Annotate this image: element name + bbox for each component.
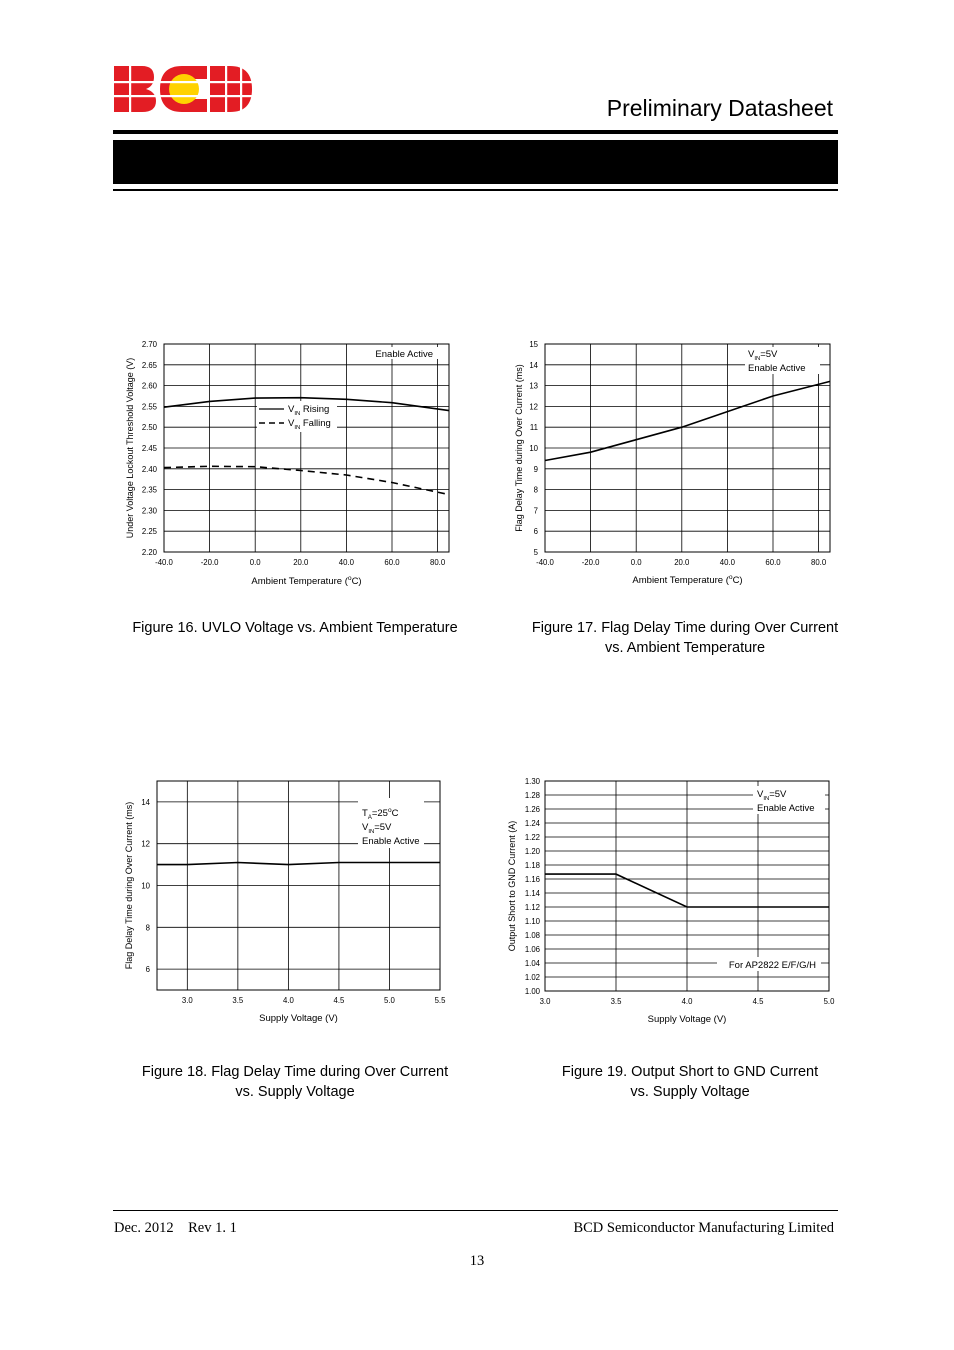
y-tick-label: 8 <box>533 485 538 495</box>
y-axis-label: Flag Delay Time during Over Current (ms) <box>514 364 524 532</box>
x-tick-label: 40.0 <box>719 558 735 567</box>
caption-line: vs. Supply Voltage <box>630 1084 750 1100</box>
y-tick-label: 2.50 <box>141 423 157 433</box>
series-line-1 <box>157 863 440 865</box>
y-tick-label: 1.14 <box>524 889 540 898</box>
y-tick-label: 9 <box>533 464 538 474</box>
x-tick-label: 5.0 <box>823 997 835 1006</box>
y-tick-label: 1.00 <box>524 987 540 996</box>
y-tick-label: 1.16 <box>524 875 540 884</box>
y-tick-label: 1.20 <box>524 847 540 856</box>
x-tick-label: -20.0 <box>200 558 219 567</box>
x-tick-label: -20.0 <box>581 558 600 567</box>
series-line-2 <box>164 466 449 494</box>
annotation-vin: $V_{IN}=5V$ <box>757 789 787 802</box>
y-tick-label: 2.55 <box>141 402 157 412</box>
y-tick-label: 1.22 <box>524 833 540 842</box>
title-bar <box>113 140 838 184</box>
footer-company: BCD Semiconductor Manufacturing Limited <box>573 1220 834 1236</box>
grid <box>164 344 449 552</box>
annotation-vin: $V_{IN}=5V$ <box>362 822 392 835</box>
x-tick-label: 4.0 <box>681 997 693 1006</box>
bcd-logo <box>112 64 254 114</box>
x-tick-label: 4.5 <box>333 996 345 1005</box>
y-tick-label: 5 <box>533 548 538 557</box>
y-tick-label: 1.12 <box>524 903 540 912</box>
annotation-enable-active: Enable Active <box>375 349 433 360</box>
y-tick-label: 1.28 <box>524 791 540 800</box>
x-tick-label: -40.0 <box>155 558 173 567</box>
caption-figure-19 <box>530 1062 850 1102</box>
caption-line: Figure 17. Flag Delay Time during Over Current <box>531 620 839 636</box>
y-tick-label: 8 <box>145 923 150 933</box>
x-axis-label: Ambient Temperature ($^o$C) <box>251 575 362 587</box>
x-tick-label: 20.0 <box>293 558 309 567</box>
annotation-enable-active: Enable Active <box>362 836 420 847</box>
x-tick-label: 20.0 <box>674 558 690 567</box>
x-tick-label: 4.5 <box>752 997 764 1006</box>
y-tick-label: 13 <box>529 381 538 391</box>
y-tick-label: 2.60 <box>141 381 157 391</box>
y-axis-label: Under Voltage Lockout Threshold Voltage (V) <box>125 357 135 539</box>
y-tick-label: 2.45 <box>141 444 157 453</box>
y-tick-label: 1.18 <box>524 861 540 870</box>
x-tick-label: 3.0 <box>181 996 193 1005</box>
legend-label-rising: $V_{IN}$ Rising <box>288 404 330 417</box>
x-axis-label: Supply Voltage (V) <box>259 1013 338 1024</box>
x-tick-label: -40.0 <box>536 558 554 567</box>
y-tick-label: 11 <box>529 423 538 433</box>
grid <box>545 344 830 552</box>
y-tick-label: 6 <box>533 527 538 537</box>
x-tick-label: 3.5 <box>610 997 622 1006</box>
y-tick-label: 2.70 <box>141 340 157 349</box>
x-tick-label: 5.0 <box>384 996 395 1005</box>
page-number: 13 <box>469 1253 485 1269</box>
y-axis-label: Output Short to GND Current (A) <box>507 820 517 952</box>
y-tick-label: 10 <box>141 881 150 891</box>
footer-rule <box>113 1210 838 1211</box>
annotation-vin: $V_{IN}=5V$ <box>748 349 778 362</box>
header-rule-bottom <box>113 189 838 191</box>
caption-line: Figure 18. Flag Delay Time during Over Current <box>141 1064 449 1080</box>
annotation-enable-active: Enable Active <box>757 803 815 814</box>
y-tick-label: 1.06 <box>524 945 540 954</box>
y-axis-label: Flag Delay Time during Over Current (ms) <box>124 801 134 970</box>
x-tick-label: 0.0 <box>630 558 642 567</box>
x-axis-label: Ambient Temperature ($^o$C) <box>632 574 743 586</box>
y-tick-label: 2.25 <box>141 527 157 537</box>
y-tick-label: 2.40 <box>141 464 157 474</box>
x-tick-label: 4.0 <box>282 996 294 1005</box>
annotation-part-number: For AP2822 E/F/G/H <box>728 960 816 971</box>
x-tick-label: 40.0 <box>338 558 354 567</box>
caption-line: Figure 16. UVLO Voltage vs. Ambient Temperature <box>132 620 458 636</box>
caption-figure-18 <box>130 1062 460 1102</box>
caption-line: vs. Ambient Temperature <box>604 640 766 656</box>
y-tick-label: 7 <box>533 506 538 516</box>
header-rule-top <box>113 130 838 134</box>
y-tick-label: 2.65 <box>141 360 157 370</box>
chart-short-current-vs-supply <box>500 770 840 1025</box>
x-tick-label: 60.0 <box>765 558 781 567</box>
y-tick-label: 15 <box>529 340 538 349</box>
y-tick-label: 10 <box>529 444 538 453</box>
y-tick-label: 1.02 <box>524 973 540 982</box>
x-axis-label: Supply Voltage (V) <box>647 1014 727 1025</box>
y-tick-label: 14 <box>529 360 538 370</box>
chart-flag-delay-vs-supply <box>115 770 455 1022</box>
y-tick-label: 1.04 <box>524 959 540 968</box>
y-tick-label: 2.35 <box>141 485 157 495</box>
y-tick-label: 12 <box>529 402 538 412</box>
x-tick-label: 0.0 <box>249 558 261 567</box>
x-tick-label: 80.0 <box>430 558 446 567</box>
y-tick-label: 1.24 <box>524 819 540 828</box>
footer-date-revision: Dec. 2012 Rev 1. 1 <box>114 1220 237 1236</box>
y-tick-label: 1.08 <box>524 931 540 940</box>
annotation-ta: $T_A=25^oC$ <box>362 807 399 821</box>
y-tick-label: 1.10 <box>524 917 540 926</box>
y-tick-label: 1.26 <box>524 805 540 814</box>
chart-flag-delay-vs-temperature <box>505 333 840 591</box>
x-tick-label: 5.5 <box>434 996 446 1005</box>
caption-figure-16 <box>115 618 475 638</box>
y-tick-label: 6 <box>145 965 150 975</box>
legend-label-falling: $V_{IN}$ Falling <box>288 418 331 431</box>
annotation-enable-active: Enable Active <box>748 363 806 374</box>
y-tick-label: 2.20 <box>141 548 157 557</box>
y-tick-label: 14 <box>141 797 150 807</box>
caption-figure-17 <box>520 618 850 658</box>
x-tick-label: 80.0 <box>811 558 827 567</box>
y-tick-label: 12 <box>141 839 150 849</box>
x-tick-label: 60.0 <box>384 558 400 567</box>
y-tick-label: 2.30 <box>141 506 157 516</box>
caption-line: Figure 19. Output Short to GND Current <box>561 1064 819 1080</box>
document-type-label: Preliminary Datasheet <box>606 95 833 121</box>
series-line-1 <box>545 381 830 460</box>
y-tick-label: 1.30 <box>524 777 540 786</box>
x-tick-label: 3.5 <box>232 996 244 1005</box>
x-tick-label: 3.0 <box>539 997 551 1006</box>
chart-uvlo-vs-temperature <box>115 333 465 591</box>
caption-line: vs. Supply Voltage <box>235 1084 355 1100</box>
